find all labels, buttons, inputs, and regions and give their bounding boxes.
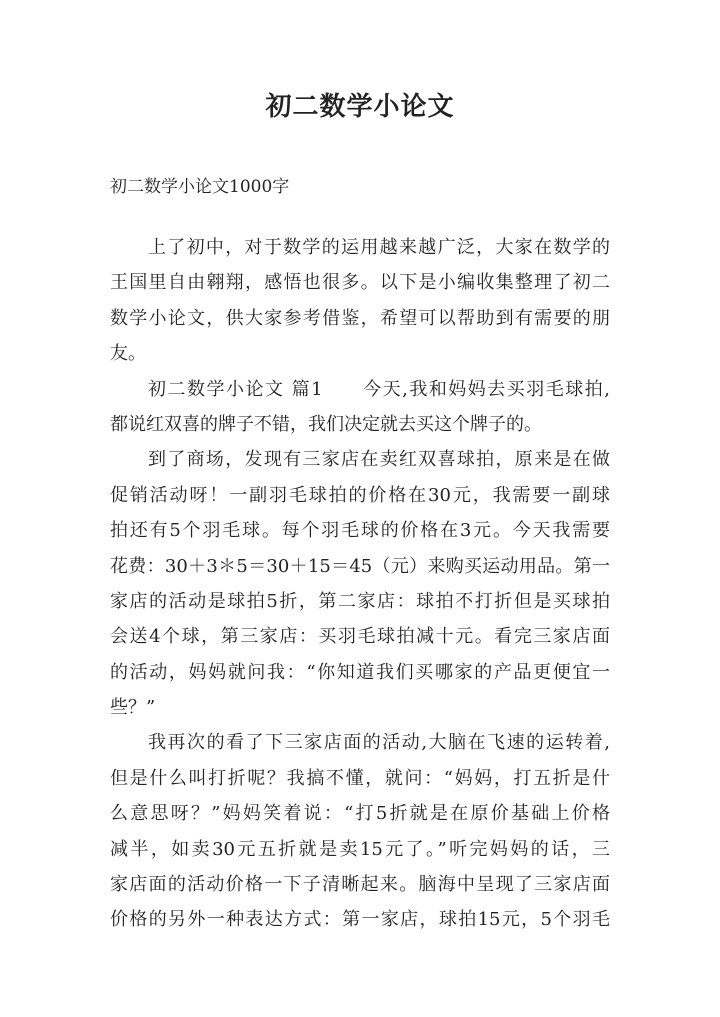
paragraph-line: 初二数学小论文 篇1 今天,我和妈妈去买羽毛球拍, <box>148 378 610 400</box>
document-title: 初二数学小论文 <box>265 92 455 122</box>
paragraph-line: 减半，如卖30元五折就是卖15元了。”听完妈妈的话，三 <box>110 838 610 860</box>
paragraph-line: 家店的活动是球拍5折，第二家店：球拍不打折但是买球拍 <box>110 590 610 612</box>
paragraph-line: 我再次的看了下三家店面的活动,大脑在飞速的运转着, <box>148 732 610 754</box>
paragraph-line: 么意思呀？”妈妈笑着说：“打5折就是在原价基础上价格 <box>110 803 610 825</box>
document-body <box>110 230 610 938</box>
paragraph-line: 促销活动呀！一副羽毛球拍的价格在30元，我需要一副球 <box>110 484 610 506</box>
paragraph-line: 上了初中，对于数学的运用越来越广泛，大家在数学的 <box>148 237 610 258</box>
paragraph-line: 价格的另外一种表达方式：第一家店，球拍15元，5个羽毛 <box>110 909 610 931</box>
paragraph-line: 友。 <box>110 343 146 365</box>
paragraph-line: 会送4个球，第三家店：买羽毛球拍减十元。看完三家店面 <box>110 626 610 648</box>
document-subtitle: 初二数学小论文1000字 <box>110 177 290 197</box>
paragraph-line: 花费：30＋3＊5＝30＋15＝45（元）来购买运动用品。第一 <box>110 555 610 577</box>
paragraph-line: 的活动，妈妈就问我：“你知道我们买哪家的产品更便宜一 <box>110 661 610 683</box>
paragraph-line: 拍还有5个羽毛球。每个羽毛球的价格在3元。今天我需要 <box>110 520 610 542</box>
paragraph-line: 王国里自由翱翔，感悟也很多。以下是小编收集整理了初二 <box>110 272 610 294</box>
paragraph-line: 但是什么叫打折呢？我搞不懂，就问：“妈妈，打五折是什 <box>110 767 610 789</box>
paragraph-line: 都说红双喜的牌子不错，我们决定就去买这个牌子的。 <box>110 413 542 435</box>
paragraph-line: 到了商场，发现有三家店在卖红双喜球拍，原来是在做 <box>148 449 610 471</box>
paragraph-line: 数学小论文，供大家参考借鉴，希望可以帮助到有需要的朋 <box>110 307 610 329</box>
paragraph-line: 些？” <box>110 697 156 719</box>
paragraph-line: 家店面的活动价格一下子清晰起来。脑海中呈现了三家店面 <box>110 874 610 896</box>
